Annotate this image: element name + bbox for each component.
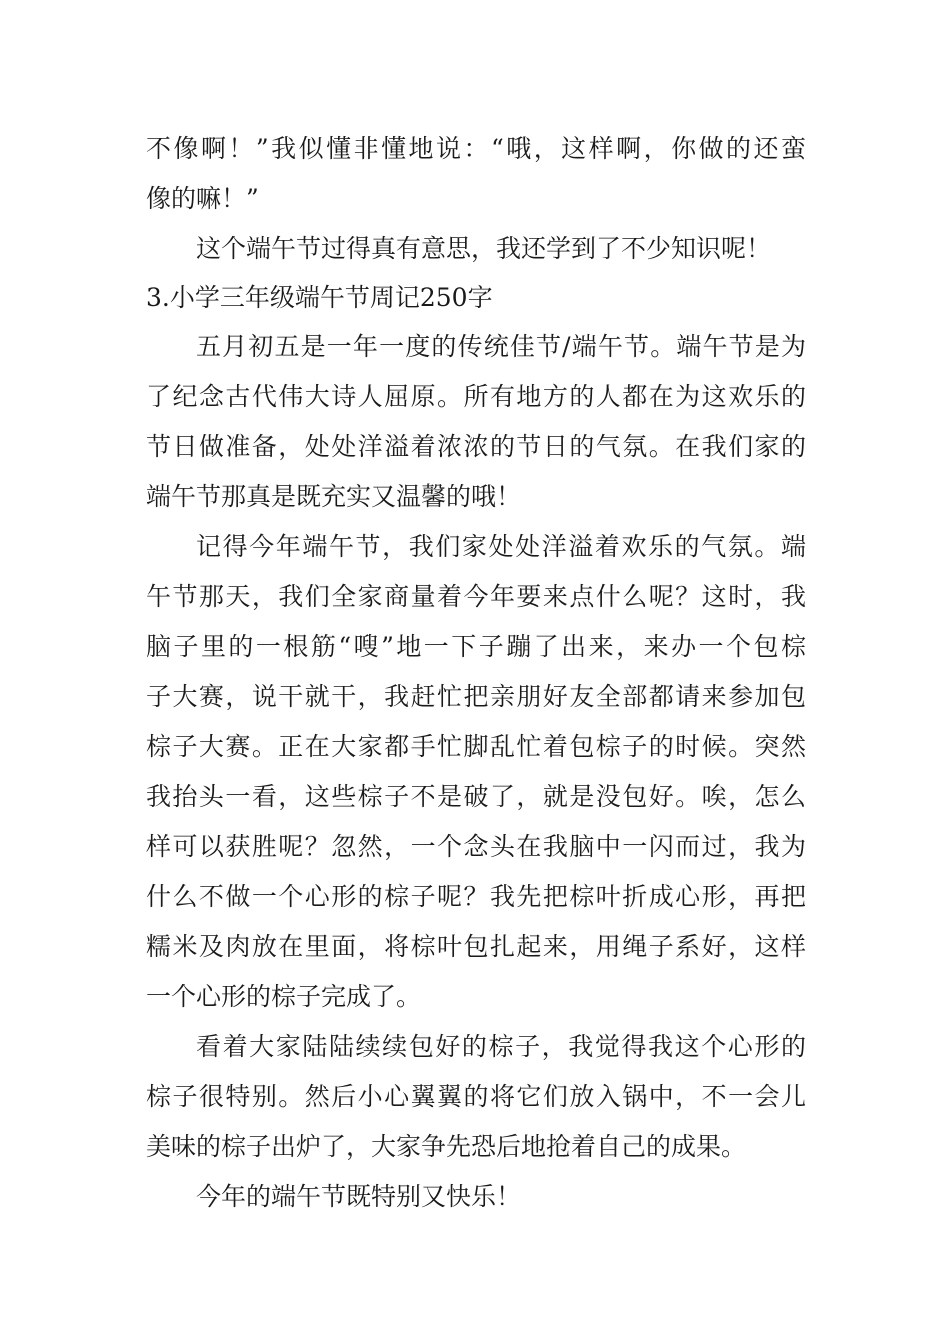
text-line: 了纪念古代伟大诗人屈原。所有地方的人都在为这欢乐的: [146, 382, 806, 411]
text-line: 端午节那真是既充实又温馨的哦！: [146, 482, 522, 511]
text-line: 午节那天，我们全家商量着今年要来点什么呢？这时，我: [146, 582, 806, 611]
paragraph-line: 这个端午节过得真有意思，我还学到了不少知识呢！: [196, 234, 772, 263]
paragraph-line: 今年的端午节既特别又快乐！: [196, 1182, 522, 1211]
text-line: 样可以获胜呢？忽然，一个念头在我脑中一闪而过，我为: [146, 832, 806, 861]
text-line: 糯米及肉放在里面，将棕叶包扎起来，用绳子系好，这样: [146, 932, 806, 961]
paragraph-line: 看着大家陆陆续续包好的棕子，我觉得我这个心形的: [196, 1032, 806, 1061]
section-heading: 3.小学三年级端午节周记250字: [146, 283, 493, 312]
paragraph-line: 五月初五是一年一度的传统佳节/端午节。端午节是为: [196, 332, 806, 361]
text-line: 棕子大赛。正在大家都手忙脚乱忙着包棕子的时候。突然: [146, 732, 806, 761]
text-line: 棕子很特别。然后小心翼翼的将它们放入锅中，不一会儿: [146, 1082, 806, 1111]
document-body: [146, 124, 806, 1222]
paragraph-line: 记得今年端午节，我们家处处洋溢着欢乐的气氛。端: [196, 532, 806, 561]
text-line: 节日做准备，处处洋溢着浓浓的节日的气氛。在我们家的: [146, 432, 806, 461]
text-line: 脑子里的一根筋“嗖”地一下子蹦了出来，来办一个包棕: [146, 632, 806, 661]
text-line: 不像啊！”我似懂非懂地说：“哦，这样啊，你做的还蛮: [146, 134, 806, 163]
text-line: 像的嘛！”: [146, 184, 259, 213]
text-line: 我抬头一看，这些棕子不是破了，就是没包好。唉，怎么: [146, 782, 806, 811]
text-line: 子大赛，说干就干，我赶忙把亲朋好友全部都请来参加包: [146, 682, 806, 711]
text-line: 一个心形的棕子完成了。: [146, 982, 422, 1011]
text-line: 什么不做一个心形的棕子呢？我先把棕叶折成心形，再把: [146, 882, 806, 911]
text-line: 美味的棕子出炉了，大家争先恐后地抢着自己的成果。: [146, 1132, 747, 1161]
